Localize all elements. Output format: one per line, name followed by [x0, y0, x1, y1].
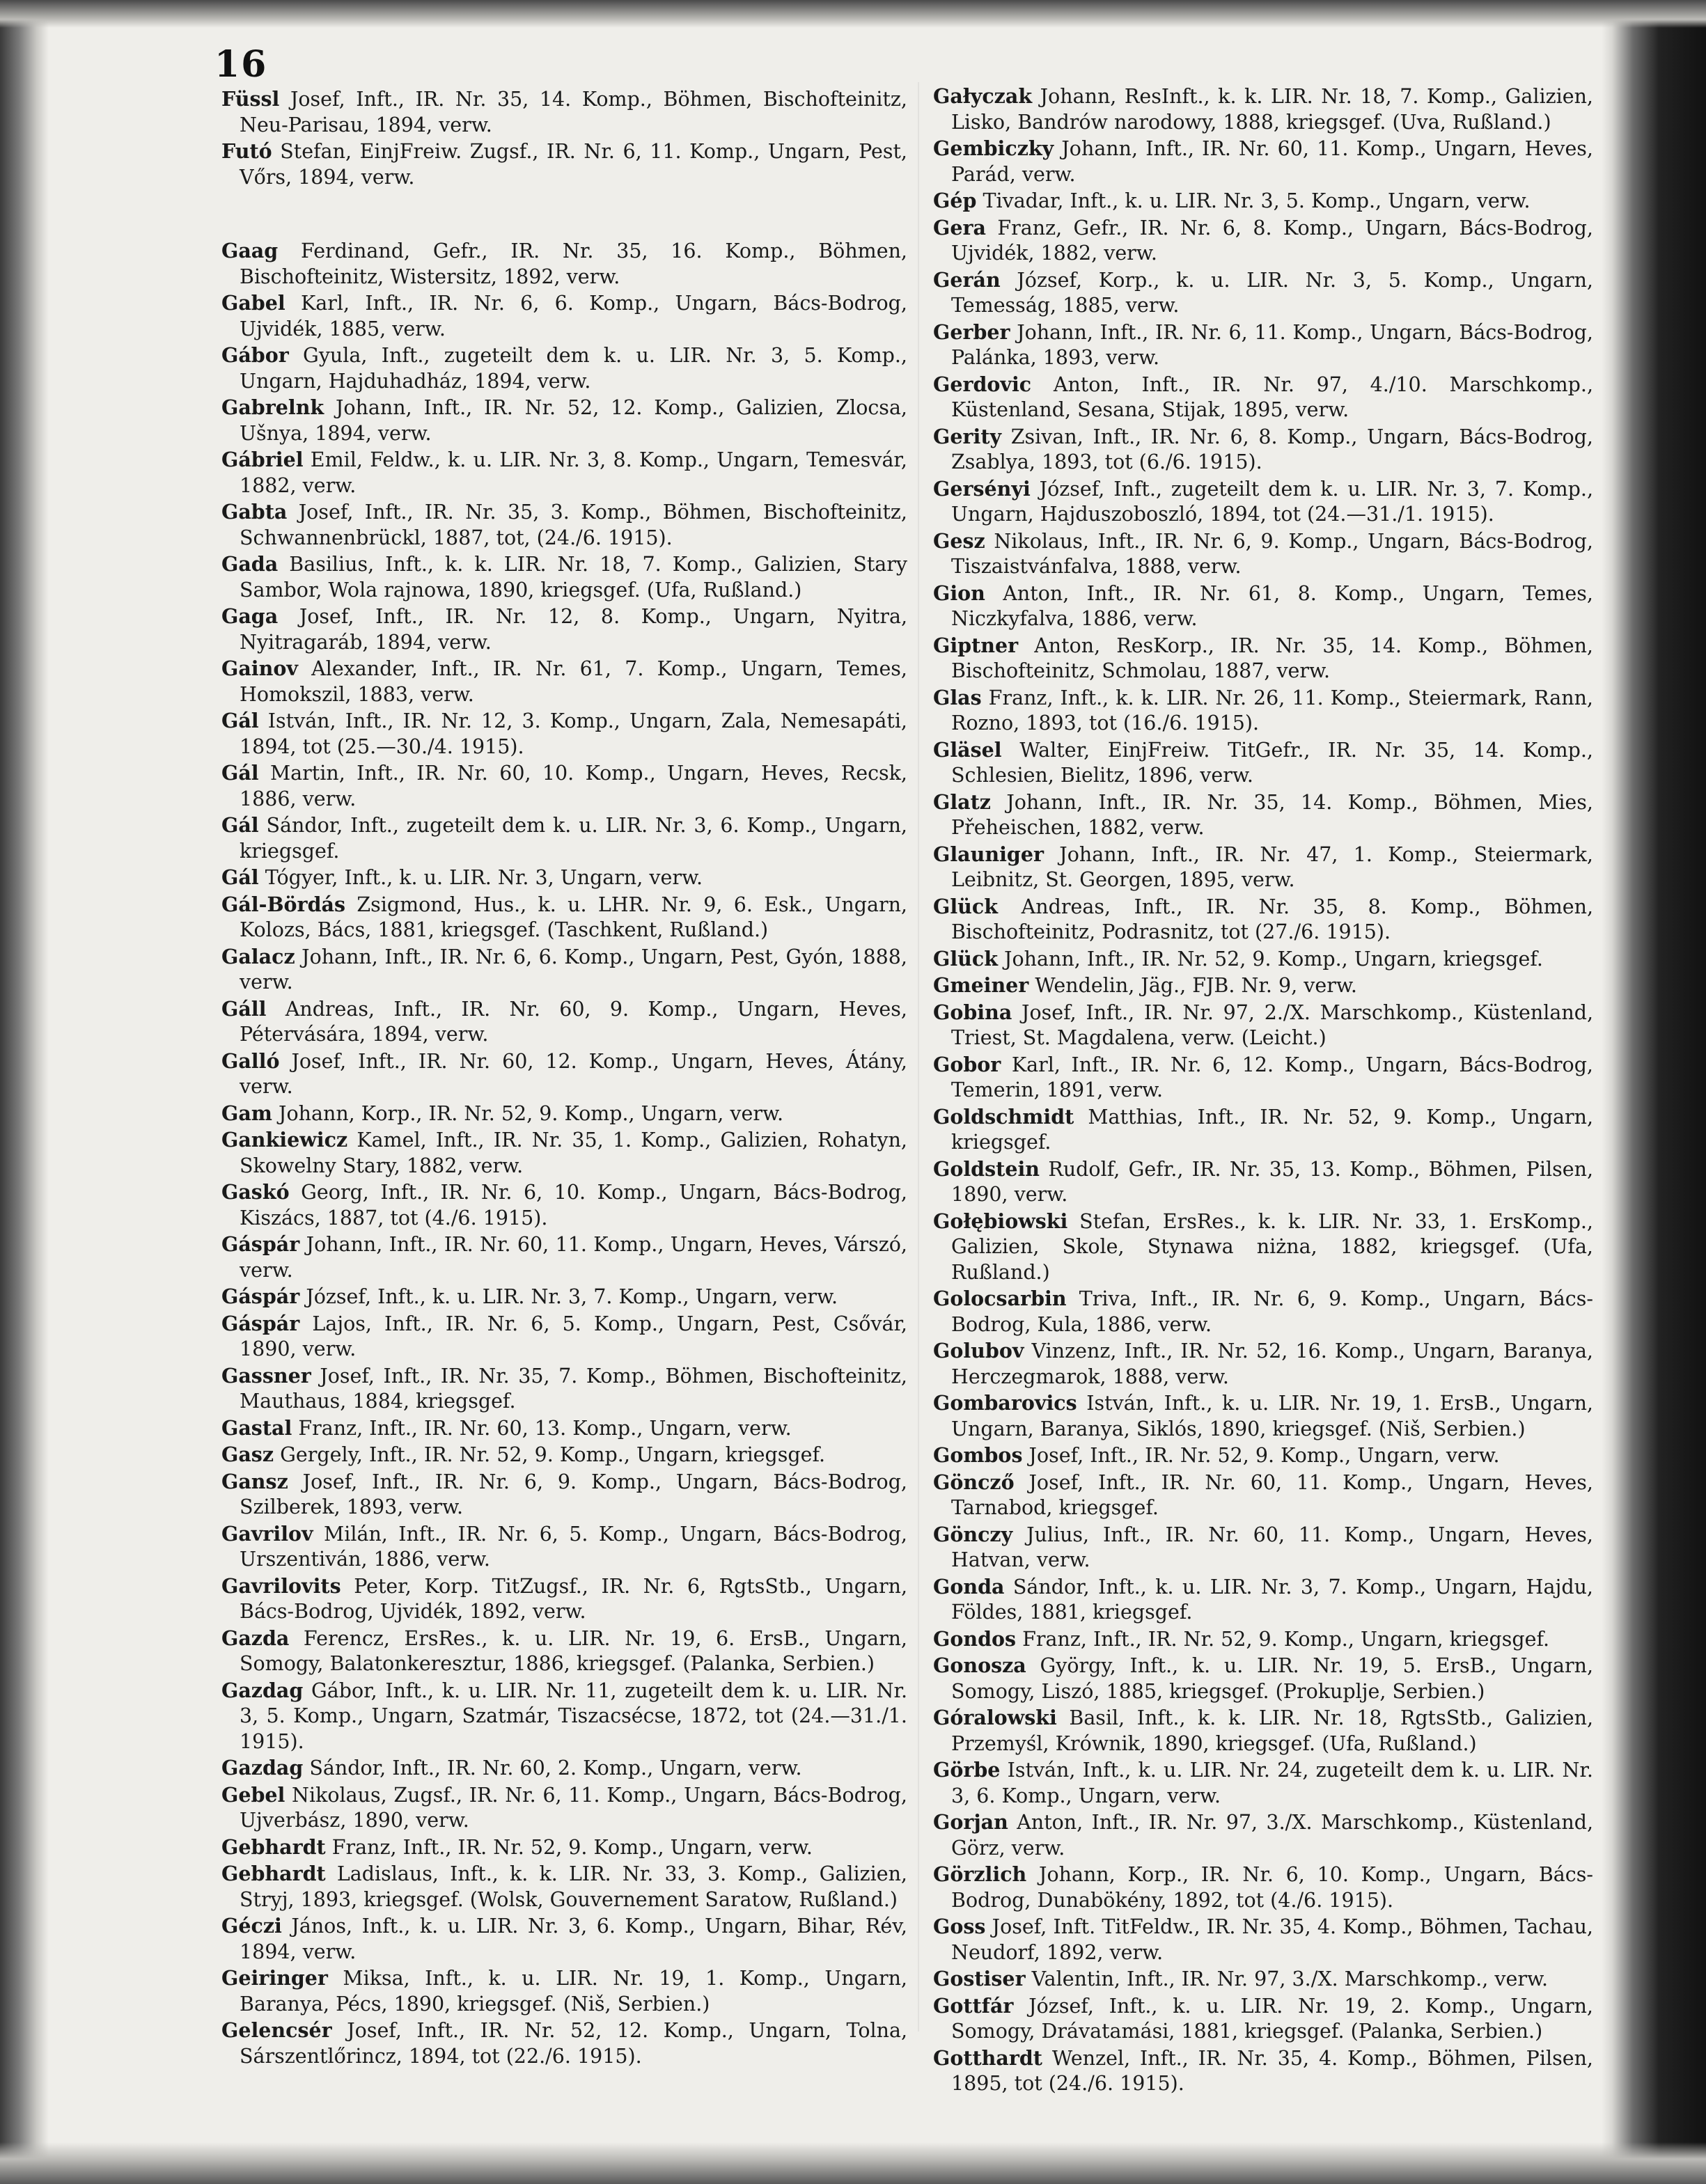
roll-entry — [221, 892, 907, 943]
entry-details: János, Inft., k. u. LIR. Nr. 3, 6. Komp., Ungarn, Bihar, Rév, 1894, verw. — [240, 1915, 907, 1963]
entry-surname: Gombarovics — [933, 1391, 1077, 1415]
roll-entry — [933, 424, 1593, 476]
entry-surname: Glatz — [933, 789, 991, 814]
roll-entry — [221, 343, 907, 394]
roll-entry — [221, 865, 907, 891]
entry-details: Basilius, Inft., k. k. LIR. Nr. 18, 7. Komp., Galizien, Stary Sambor, Wola rajnowa, 1890, kriegsgef. (Ufa, Rußland.) — [240, 553, 907, 602]
entry-details: Josef, Inft., IR. Nr. 12, 8. Komp., Ungarn, Nyitra, Nyitragaráb, 1894, verw. — [240, 605, 907, 654]
entry-details: Gyula, Inft., zugeteilt dem k. u. LIR. Nr. 3, 5. Komp., Ungarn, Hajduhadház, 1894, verw. — [240, 344, 907, 393]
entry-surname: Gastal — [221, 1415, 292, 1440]
entry-surname: Gołębiowski — [933, 1209, 1068, 1233]
roll-entry — [933, 1338, 1593, 1390]
entry-surname: Gaag — [221, 239, 279, 262]
entry-details: Johann, Inft., IR. Nr. 35, 14. Komp., Böhmen, Mies, Přeheischen, 1882, verw. — [951, 790, 1593, 839]
entry-details: Johann, Korp., IR. Nr. 6, 10. Komp., Ungarn, Bács-Bodrog, Dunabökény, 1892, tot (4./6. 1915). — [951, 1863, 1593, 1912]
roll-entry — [933, 1000, 1593, 1051]
entry-details: Sándor, Inft., zugeteilt dem k. u. LIR. Nr. 3, 6. Komp., Ungarn, kriegsgef. — [240, 814, 907, 863]
entry-surname: Gonda — [933, 1574, 1005, 1598]
entry-details: Ladislaus, Inft., k. k. LIR. Nr. 33, 3. Komp., Galizien, Stryj, 1893, kriegsgef. (Wolsk, Gouvernement Saratow, Rußland.) — [240, 1862, 907, 1911]
entry-details: Wenzel, Inft., IR. Nr. 35, 4. Komp., Böhmen, Pilsen, 1895, tot (24./6. 1915). — [951, 2046, 1593, 2095]
roll-entry — [933, 215, 1593, 267]
roll-entry — [933, 1443, 1593, 1469]
entry-surname: Gazda — [221, 1626, 290, 1650]
roll-entry — [221, 1284, 907, 1310]
entry-details: Johann, Inft., IR. Nr. 6, 6. Komp., Ungarn, Pest, Gyón, 1888, verw. — [240, 945, 907, 993]
entry-surname: Golocsarbin — [933, 1287, 1067, 1310]
entry-details: Josef, Inft. TitFeldw., IR. Nr. 35, 4. Komp., Böhmen, Tachau, Neudorf, 1892, verw. — [951, 1915, 1593, 1964]
entry-surname: Gerán — [933, 267, 1001, 292]
entry-details: Vinzenz, Inft., IR. Nr. 52, 16. Komp., Ungarn, Baranya, Herczegmarok, 1888, verw. — [951, 1340, 1593, 1388]
roll-entry — [933, 1993, 1593, 2045]
roll-entry — [933, 1470, 1593, 1521]
entry-surname: Gebel — [221, 1782, 285, 1807]
entry-surname: Góralowski — [933, 1706, 1057, 1729]
entry-details: Nikolaus, Zugsf., IR. Nr. 6, 11. Komp., Ungarn, Bács-Bodrog, Ujverbász, 1890, verw. — [240, 1783, 907, 1832]
entry-details: Kamel, Inft., IR. Nr. 35, 1. Komp., Galizien, Rohatyn, Skowelny Stary, 1882, verw. — [240, 1129, 907, 1177]
entry-details: Nikolaus, Inft., IR. Nr. 6, 9. Komp., Ungarn, Bács-Bodrog, Tiszaistvánfalva, 1888, verw. — [951, 529, 1593, 578]
entry-details: Josef, Inft., IR. Nr. 6, 9. Komp., Ungarn, Bács-Bodrog, Szilberek, 1893, verw. — [240, 1470, 907, 1518]
entry-details: Julius, Inft., IR. Nr. 60, 11. Komp., Ungarn, Heves, Hatvan, verw. — [951, 1523, 1593, 1571]
entry-details: Ferdinand, Gefr., IR. Nr. 35, 16. Komp., Böhmen, Bischofteinitz, Wistersitz, 1892, verw. — [240, 239, 907, 288]
entry-surname: Gembiczky — [933, 136, 1054, 160]
roll-entry — [221, 1782, 907, 1834]
roll-entry — [933, 476, 1593, 528]
entry-surname: Gál — [221, 813, 259, 837]
roll-entry — [221, 499, 907, 551]
entry-surname: Gábor — [221, 343, 289, 367]
entry-surname: Goldschmidt — [933, 1104, 1074, 1129]
right-column — [933, 84, 1593, 2098]
entry-surname: Gobina — [933, 1000, 1012, 1024]
roll-entry — [933, 1104, 1593, 1156]
roll-entry — [933, 581, 1593, 632]
roll-entry — [933, 633, 1593, 684]
bottom-scan-edge — [0, 2142, 1706, 2184]
entry-details: Alexander, Inft., IR. Nr. 61, 7. Komp., Ungarn, Temes, Homokszil, 1883, verw. — [240, 657, 907, 706]
entry-surname: Gabel — [221, 291, 285, 315]
entry-surname: Futó — [221, 139, 272, 163]
roll-entry — [221, 1048, 907, 1100]
entry-surname: Goldstein — [933, 1156, 1040, 1181]
roll-entry — [933, 1209, 1593, 1286]
entry-surname: Gałyczak — [933, 84, 1033, 108]
entry-details: Franz, Inft., IR. Nr. 52, 9. Komp., Ungarn, kriegsgef. — [1016, 1627, 1550, 1651]
entry-surname: Gassner — [221, 1363, 311, 1388]
roll-entry — [221, 1861, 907, 1912]
roll-entry — [221, 1127, 907, 1179]
entry-surname: Giptner — [933, 633, 1019, 657]
roll-entry — [933, 1390, 1593, 1442]
entry-details: Sándor, Inft., k. u. LIR. Nr. 3, 7. Komp., Ungarn, Hajdu, Földes, 1881, kriegsgef. — [951, 1575, 1593, 1624]
roll-entry — [933, 320, 1593, 371]
roll-entry — [221, 395, 907, 446]
roll-entry — [221, 708, 907, 760]
entry-details: Stefan, EinjFreiw. Zugsf., IR. Nr. 6, 11. Komp., Ungarn, Pest, Vőrs, 1894, verw. — [240, 140, 907, 189]
entry-surname: Gavrilovits — [221, 1573, 341, 1598]
entry-details: György, Inft., k. u. LIR. Nr. 19, 5. ErsB., Ungarn, Somogy, Liszó, 1885, kriegsgef. (Prokuplje, Serbien.) — [951, 1654, 1593, 1703]
roll-entry — [221, 1101, 907, 1127]
entry-surname: Gál — [221, 761, 259, 785]
entry-details: Wendelin, Jäg., FJB. Nr. 9, verw. — [1028, 974, 1357, 997]
roll-entry — [933, 894, 1593, 945]
entry-surname: Gazdag — [221, 1678, 304, 1702]
entry-details: Andreas, Inft., IR. Nr. 35, 8. Komp., Böhmen, Bischofteinitz, Podrasnitz, tot (27./6. 1915). — [951, 895, 1593, 943]
roll-entry — [221, 1442, 907, 1468]
entry-details: Emil, Feldw., k. u. LIR. Nr. 3, 8. Komp., Ungarn, Temesvár, 1882, verw. — [240, 448, 907, 497]
entry-details: Johann, Inft., IR. Nr. 60, 11. Komp., Ungarn, Heves, Várszó, verw. — [240, 1233, 907, 1282]
entry-details: Franz, Gefr., IR. Nr. 6, 8. Komp., Ungarn, Bács-Bodrog, Ujvidék, 1882, verw. — [951, 216, 1593, 265]
entry-details: István, Inft., k. u. LIR. Nr. 24, zugeteilt dem k. u. LIR. Nr. 3, 6. Komp., Ungarn, verw. — [951, 1759, 1593, 1807]
roll-entry — [933, 1626, 1593, 1653]
entry-details: Rudolf, Gefr., IR. Nr. 35, 13. Komp., Böhmen, Pilsen, 1890, verw. — [951, 1157, 1593, 1206]
page-number: 16 — [214, 43, 268, 86]
entry-surname: Gläsel — [933, 737, 1002, 762]
entry-surname: Gép — [933, 189, 977, 212]
roll-entry — [221, 1469, 907, 1521]
entry-details: József, Inft., k. u. LIR. Nr. 3, 7. Komp., Ungarn, verw. — [299, 1285, 838, 1308]
entry-details: Martin, Inft., IR. Nr. 60, 10. Komp., Ungarn, Heves, Recsk, 1886, verw. — [240, 762, 907, 810]
entry-surname: Görzlich — [933, 1862, 1027, 1886]
entry-details: Gábor, Inft., k. u. LIR. Nr. 11, zugeteilt dem k. u. LIR. Nr. 3, 5. Komp., Ungarn, Szatmár, Tiszacsécse, 1872, tot (24.—31./1. 1915). — [240, 1679, 907, 1753]
roll-entry — [221, 944, 907, 996]
entry-details: Tivadar, Inft., k. u. LIR. Nr. 3, 5. Komp., Ungarn, verw. — [976, 189, 1531, 212]
entry-surname: Göncző — [933, 1470, 1015, 1494]
entry-surname: Görbe — [933, 1758, 1001, 1782]
roll-entry — [221, 1232, 907, 1283]
right-scan-edge — [1602, 0, 1706, 2184]
entry-details: Peter, Korp. TitZugsf., IR. Nr. 6, RgtsStb., Ungarn, Bács-Bodrog, Ujvidék, 1892, verw. — [240, 1574, 907, 1623]
roll-entry — [221, 1363, 907, 1415]
entry-surname: Gasz — [221, 1443, 274, 1466]
entry-surname: Gaskó — [221, 1180, 290, 1204]
entry-surname: Gál-Bördás — [221, 892, 346, 916]
entry-surname: Gombos — [933, 1443, 1023, 1467]
entry-surname: Gam — [221, 1101, 272, 1125]
entry-details: Karl, Inft., IR. Nr. 6, 6. Komp., Ungarn, Bács-Bodrog, Ujvidék, 1885, verw. — [240, 292, 907, 340]
roll-entry — [221, 1678, 907, 1755]
entry-surname: Galló — [221, 1048, 280, 1073]
entry-details: Johann, Inft., IR. Nr. 52, 12. Komp., Galizien, Zlocsa, Ušnya, 1894, verw. — [240, 396, 907, 445]
entry-details: Johann, ResInft., k. k. LIR. Nr. 18, 7. Komp., Galizien, Lisko, Bandrów narodowy, 1888, kriegsgef. (Uva, Rußland.) — [951, 85, 1593, 134]
entry-details: Josef, Inft., IR. Nr. 97, 2./X. Marschkomp., Küstenland, Triest, St. Magdalena, verw. (Leicht.) — [951, 1000, 1593, 1049]
entry-surname: Gál — [221, 865, 259, 889]
roll-entry — [221, 1626, 907, 1677]
entry-surname: Gera — [933, 215, 986, 239]
entry-surname: Gabta — [221, 500, 288, 524]
entry-surname: Gebhardt — [221, 1862, 326, 1885]
entry-surname: Gál — [221, 709, 259, 732]
roll-entry — [933, 1914, 1593, 1965]
entry-details: Anton, Inft., IR. Nr. 61, 8. Komp., Ungarn, Temes, Niczkyfalva, 1886, verw. — [951, 581, 1593, 630]
entry-surname: Gion — [933, 581, 985, 605]
roll-entry — [221, 1311, 907, 1362]
entry-details: Anton, ResKorp., IR. Nr. 35, 14. Komp., Böhmen, Bischofteinitz, Schmolau, 1887, verw. — [951, 634, 1593, 682]
entry-details: Triva, Inft., IR. Nr. 6, 9. Komp., Ungarn, Bács-Bodrog, Kula, 1886, verw. — [951, 1287, 1593, 1336]
roll-entry — [933, 136, 1593, 187]
entry-details: Andreas, Inft., IR. Nr. 60, 9. Komp., Ungarn, Heves, Pétervására, 1894, verw. — [240, 997, 907, 1046]
entry-surname: Gabrelnk — [221, 395, 324, 419]
entry-details: Josef, Inft., IR. Nr. 52, 12. Komp., Ungarn, Tolna, Sárszentlőrincz, 1894, tot (22./6. 1915). — [240, 2019, 907, 2068]
entry-surname: Géczi — [221, 1914, 282, 1938]
roll-entry — [933, 528, 1593, 580]
roll-entry — [933, 1862, 1593, 1913]
entry-details: Ferencz, ErsRes., k. u. LIR. Nr. 19, 6. ErsB., Ungarn, Somogy, Balatonkeresztur, 1886, kriegsgef. (Palanka, Serbien.) — [240, 1626, 907, 1675]
entry-surname: Gostiser — [933, 1967, 1026, 1990]
roll-entry — [221, 1755, 907, 1782]
entry-details: István, Inft., k. u. LIR. Nr. 19, 1. ErsB., Ungarn, Ungarn, Baranya, Siklós, 1890, kriegsgef. (Niš, Serbien.) — [951, 1392, 1593, 1440]
roll-entry — [221, 290, 907, 342]
entry-details: Zsigmond, Hus., k. u. LHR. Nr. 9, 6. Esk., Ungarn, Kolozs, Bács, 1881, kriegsgef. (Taschkent, Rußland.) — [240, 893, 907, 941]
entry-details: József, Inft., zugeteilt dem k. u. LIR. Nr. 3, 7. Komp., Ungarn, Hajduszoboszló, 1894, tot (24.—31./1. 1915). — [951, 477, 1593, 526]
entry-surname: Gáspár — [221, 1232, 300, 1256]
entry-details: István, Inft., IR. Nr. 12, 3. Komp., Ungarn, Zala, Nemesapáti, 1894, tot (25.—30./4. 1915). — [240, 709, 907, 758]
entry-details: Sándor, Inft., IR. Nr. 60, 2. Komp., Ungarn, verw. — [303, 1757, 802, 1780]
entry-surname: Geiringer — [221, 1966, 328, 1990]
roll-entry — [221, 1965, 907, 2017]
roll-entry — [933, 737, 1593, 789]
entry-details: Josef, Inft., IR. Nr. 35, 14. Komp., Böhmen, Bischofteinitz, Neu-Parisau, 1894, verw. — [240, 88, 907, 136]
entry-surname: Gerber — [933, 320, 1010, 344]
roll-entry — [933, 1966, 1593, 1993]
entry-details: József, Korp., k. u. LIR. Nr. 3, 5. Komp., Ungarn, Temesság, 1885, verw. — [951, 268, 1593, 317]
entry-details: Karl, Inft., IR. Nr. 6, 12. Komp., Ungarn, Bács-Bodrog, Temerin, 1891, verw. — [951, 1053, 1593, 1101]
roll-entry — [933, 1052, 1593, 1103]
entry-surname: Gottfár — [933, 1993, 1014, 2018]
roll-entry — [933, 1705, 1593, 1757]
entry-surname: Glauniger — [933, 842, 1044, 866]
roll-entry — [221, 2018, 907, 2069]
column-divider — [918, 82, 919, 2032]
entry-details: Walter, EinjFreiw. TitGefr., IR. Nr. 35, 14. Komp., Schlesien, Bielitz, 1896, verw. — [951, 738, 1593, 787]
entry-surname: Gotthardt — [933, 2045, 1042, 2070]
entry-surname: Gáspár — [221, 1285, 300, 1308]
roll-entry — [933, 1653, 1593, 1704]
entry-surname: Galacz — [221, 944, 295, 968]
entry-surname: Goss — [933, 1915, 986, 1938]
entry-surname: Gankiewicz — [221, 1128, 348, 1152]
entry-details: Milán, Inft., IR. Nr. 6, 5. Komp., Ungarn, Bács-Bodrog, Urszentiván, 1886, verw. — [240, 1522, 907, 1571]
entry-details: Basil, Inft., k. k. LIR. Nr. 18, RgtsStb., Galizien, Przemyśl, Krównik, 1890, kriegsgef. (Ufa, Rußland.) — [951, 1706, 1593, 1755]
entry-surname: Gersényi — [933, 476, 1031, 501]
entry-details: Josef, Inft., IR. Nr. 60, 12. Komp., Ungarn, Heves, Átány, verw. — [240, 1049, 907, 1098]
entry-surname: Gaga — [221, 604, 279, 628]
roll-entry — [221, 760, 907, 812]
entry-details: Lajos, Inft., IR. Nr. 6, 5. Komp., Ungarn, Pest, Csővár, 1890, verw. — [240, 1312, 907, 1360]
entry-surname: Glück — [933, 946, 998, 971]
entry-details: Johann, Inft., IR. Nr. 60, 11. Komp., Ungarn, Heves, Parád, verw. — [951, 137, 1593, 186]
entry-surname: Gelencsér — [221, 2018, 332, 2042]
entry-details: József, Inft., k. u. LIR. Nr. 19, 2. Komp., Ungarn, Somogy, Drávatamási, 1881, kriegsgef. (Palanka, Serbien.) — [951, 1994, 1593, 2043]
entry-surname: Gerdovic — [933, 372, 1032, 396]
roll-entry — [933, 685, 1593, 737]
roll-entry — [221, 604, 907, 655]
entry-details: Miksa, Inft., k. u. LIR. Nr. 19, 1. Komp., Ungarn, Baranya, Pécs, 1890, kriegsgef. (Niš, Serbien.) — [240, 1967, 907, 2016]
entry-surname: Gáspár — [221, 1311, 300, 1335]
roll-entry — [221, 86, 907, 138]
entry-surname: Golubov — [933, 1339, 1024, 1362]
entry-details: Josef, Inft., IR. Nr. 35, 7. Komp., Böhmen, Bischofteinitz, Mauthaus, 1884, kriegsgef. — [240, 1364, 907, 1413]
entry-details: Josef, Inft., IR. Nr. 52, 9. Komp., Ungarn, verw. — [1022, 1444, 1500, 1467]
entry-surname: Gönczy — [933, 1522, 1013, 1546]
roll-entry — [221, 1835, 907, 1861]
entry-surname: Gerity — [933, 424, 1002, 448]
roll-entry — [933, 188, 1593, 214]
roll-entry — [933, 1574, 1593, 1626]
entry-details: Josef, Inft., IR. Nr. 35, 3. Komp., Böhmen, Bischofteinitz, Schwannenbrückl, 1887, tot, (24./6. 1915). — [240, 501, 907, 549]
roll-entry — [933, 946, 1593, 973]
roll-entry — [933, 842, 1593, 893]
entry-details: Valentin, Inft., IR. Nr. 97, 3./X. Marschkomp., verw. — [1025, 1967, 1549, 1990]
entry-surname: Gavrilov — [221, 1521, 313, 1546]
roll-entry — [933, 372, 1593, 423]
roll-entry — [933, 267, 1593, 319]
entry-details: Franz, Inft., IR. Nr. 52, 9. Komp., Ungarn, verw. — [325, 1835, 813, 1859]
entry-details: Georg, Inft., IR. Nr. 6, 10. Komp., Ungarn, Bács-Bodrog, Kiszács, 1887, tot (4./6. 1915). — [240, 1181, 907, 1230]
roll-entry — [933, 2045, 1593, 2097]
roll-entry — [933, 973, 1593, 999]
roll-entry — [221, 551, 907, 603]
roll-entry — [221, 996, 907, 1048]
roll-entry — [933, 1156, 1593, 1208]
entry-surname: Gada — [221, 552, 279, 576]
entry-surname: Gondos — [933, 1626, 1017, 1651]
entry-surname: Glas — [933, 685, 982, 709]
entry-details: Johann, Inft., IR. Nr. 6, 11. Komp., Ungarn, Bács-Bodrog, Palánka, 1893, verw. — [951, 320, 1593, 369]
entry-surname: Gainov — [221, 657, 298, 680]
entry-details: Franz, Inft., IR. Nr. 60, 13. Komp., Ungarn, verw. — [292, 1416, 792, 1440]
roll-entry — [221, 1913, 907, 1965]
entry-details: Johann, Korp., IR. Nr. 52, 9. Komp., Ungarn, verw. — [272, 1101, 784, 1125]
roll-entry — [933, 1809, 1593, 1861]
entry-surname: Gesz — [933, 528, 985, 553]
entry-details: Tógyer, Inft., k. u. LIR. Nr. 3, Ungarn, verw. — [258, 866, 703, 889]
roll-entry — [933, 1286, 1593, 1337]
entry-details: Josef, Inft., IR. Nr. 60, 11. Komp., Ungarn, Heves, Tarnabod, kriegsgef. — [951, 1470, 1593, 1519]
left-scan-edge — [0, 0, 49, 2184]
top-scan-edge — [0, 0, 1706, 28]
entry-surname: Gobor — [933, 1052, 1001, 1076]
entry-details: Stefan, ErsRes., k. k. LIR. Nr. 33, 1. ErsKomp., Galizien, Skole, Stynawa niżna, 1882, kriegsgef. (Ufa, Rußland.) — [951, 1209, 1593, 1284]
roll-entry — [933, 1757, 1593, 1809]
section-gap — [221, 191, 907, 238]
entry-surname: Gebhardt — [221, 1835, 326, 1859]
roll-entry — [933, 789, 1593, 841]
roll-entry — [221, 139, 907, 190]
roll-entry — [221, 1573, 907, 1625]
roll-entry — [933, 84, 1593, 135]
roll-entry — [221, 1179, 907, 1231]
entry-surname: Gorjan — [933, 1810, 1008, 1834]
entry-details: Anton, Inft., IR. Nr. 97, 4./10. Marschkomp., Küstenland, Sesana, Stijak, 1895, verw. — [951, 372, 1593, 421]
entry-details: Franz, Inft., k. k. LIR. Nr. 26, 11. Komp., Steiermark, Rann, Rozno, 1893, tot (16./6. 1915). — [951, 686, 1593, 734]
entry-details: Anton, Inft., IR. Nr. 97, 3./X. Marschkomp., Küstenland, Görz, verw. — [951, 1811, 1593, 1860]
left-column — [221, 86, 907, 2070]
entry-details: Gergely, Inft., IR. Nr. 52, 9. Komp., Ungarn, kriegsgef. — [274, 1443, 826, 1466]
roll-entry — [221, 447, 907, 498]
entry-surname: Glück — [933, 894, 998, 918]
entry-details: Zsivan, Inft., IR. Nr. 6, 8. Komp., Ungarn, Bács-Bodrog, Zsablya, 1893, tot (6./6. 1915). — [951, 425, 1593, 473]
roll-entry — [933, 1522, 1593, 1573]
entry-surname: Gonosza — [933, 1653, 1026, 1677]
roll-entry — [221, 1521, 907, 1573]
entry-surname: Gansz — [221, 1469, 288, 1493]
roll-entry — [221, 238, 907, 290]
entry-surname: Füssl — [221, 87, 280, 111]
entry-details: Matthias, Inft., IR. Nr. 52, 9. Komp., Ungarn, kriegsgef. — [951, 1105, 1593, 1154]
entry-surname: Gábriel — [221, 448, 304, 471]
roll-entry — [221, 656, 907, 707]
entry-surname: Gazdag — [221, 1756, 304, 1780]
entry-surname: Gáll — [221, 996, 267, 1021]
entry-surname: Gmeiner — [933, 973, 1029, 997]
roll-entry — [221, 812, 907, 864]
entry-details: Johann, Inft., IR. Nr. 52, 9. Komp., Ungarn, kriegsgef. — [998, 947, 1543, 971]
roll-entry — [221, 1415, 907, 1442]
entry-details: Johann, Inft., IR. Nr. 47, 1. Komp., Steiermark, Leibnitz, St. Georgen, 1895, verw. — [951, 842, 1593, 891]
